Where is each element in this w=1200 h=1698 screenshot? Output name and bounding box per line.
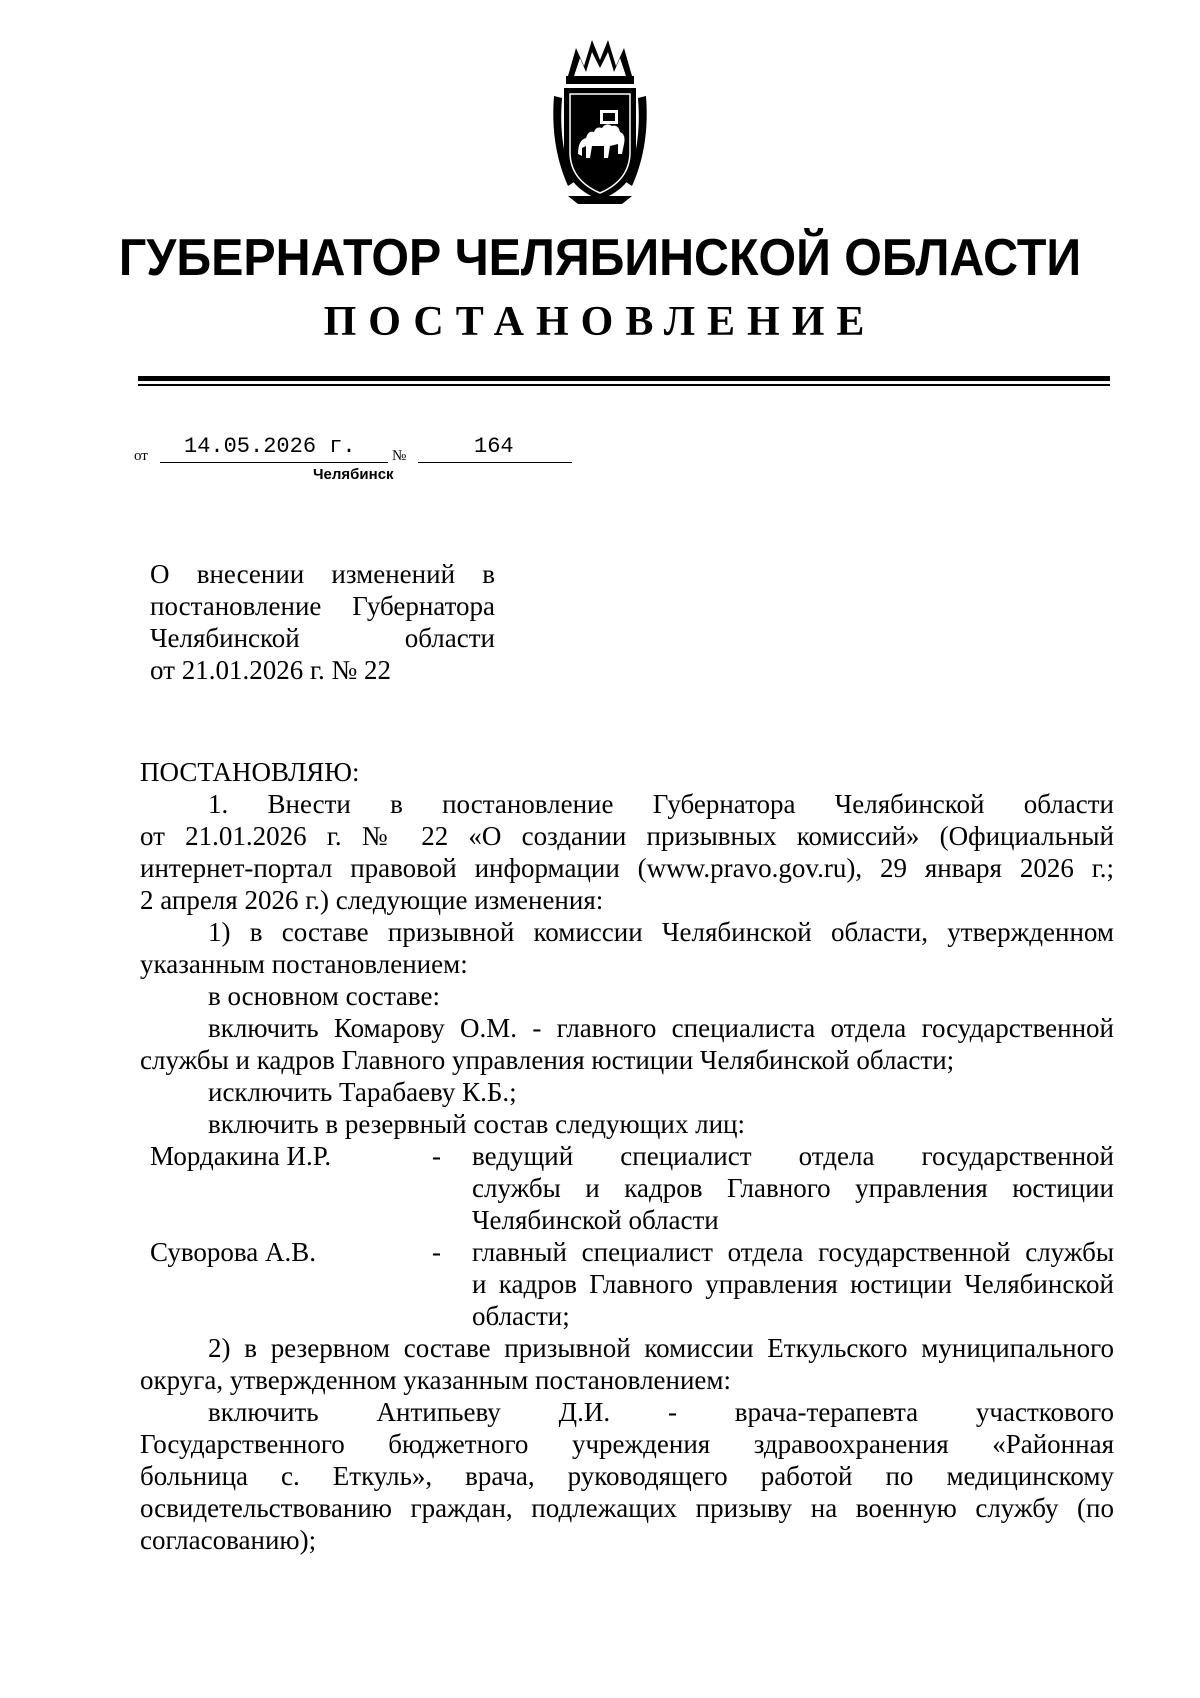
member-dash: - [432, 1141, 441, 1171]
paragraph-line: больница с. Еткуль», врача, руководящего работой по медицинскому [140, 1461, 1114, 1491]
paragraph-line: 1) в составе призывной комиссии Челябинской области, утвержденном [208, 917, 1114, 947]
resolve-heading: ПОСТАНОВЛЯЮ: [140, 757, 360, 787]
member-row [140, 1236, 1114, 1332]
document-type: ПОСТАНОВЛЕНИЕ [323, 299, 877, 345]
subject-line: от 21.01.2026 г. № 22 [150, 655, 391, 685]
document-number: 164 [474, 434, 514, 459]
description-line: области; [472, 1301, 570, 1331]
description-line: службы и кадров Главного управления юстиции [472, 1173, 1114, 1203]
paragraph-line: Государственного бюджетного учреждения здравоохранения «Районная [140, 1429, 1114, 1459]
document-subject [150, 558, 495, 686]
member-description [472, 1140, 1114, 1236]
paragraph-line: освидетельствованию граждан, подлежащих призыву на военную службу (по [140, 1493, 1114, 1523]
paragraph-line: включить Комарову О.М. - главного специалиста отдела государственной [208, 1013, 1114, 1043]
description-line: Челябинской области [472, 1205, 719, 1235]
city-name: Челябинск [313, 466, 394, 483]
paragraph-line: интернет-портал правовой информации (www.pravo.gov.ru), 29 января 2026 г.; [140, 853, 1114, 883]
member-row [140, 1140, 1114, 1236]
subject-line: постановление Губернатора [150, 591, 495, 621]
description-line: ведущий специалист отдела государственной [472, 1141, 1114, 1171]
paragraph-line: службы и кадров Главного управления юстиции Челябинской области; [140, 1045, 955, 1075]
subject-line: О внесении изменений в [150, 559, 495, 589]
member-dash: - [432, 1237, 441, 1267]
subject-line: Челябинской области [150, 623, 495, 653]
paragraph-line: в основном составе: [208, 981, 440, 1011]
description-line: и кадров Главного управления юстиции Челябинской [472, 1269, 1114, 1299]
paragraph-line: 2 апреля 2026 г.) следующие изменения: [140, 885, 604, 915]
member-list [140, 1140, 1114, 1332]
member-name: Суворова А.В. [150, 1237, 317, 1267]
description-line: главный специалист отдела государственной службы [472, 1237, 1114, 1267]
paragraph-line: округа, утвержденном указанным постановлением: [140, 1365, 731, 1395]
date-label: от [134, 448, 148, 464]
document-date: 14.05.2026 г. [184, 434, 356, 459]
document-body [140, 756, 1114, 1556]
header-divider-thin [138, 384, 1110, 386]
member-name: Мордакина И.Р. [150, 1141, 332, 1171]
member-description [472, 1236, 1114, 1332]
number-underline [418, 462, 572, 463]
paragraph-line: согласованию); [140, 1525, 317, 1555]
date-underline [160, 462, 388, 463]
number-label: № [392, 448, 407, 464]
coat-of-arms-emblem [548, 36, 652, 206]
paragraph-line: указанным постановлением: [140, 949, 468, 979]
paragraph-line: 2) в резервном составе призывной комиссии Еткульского муниципального [208, 1333, 1114, 1363]
paragraph-line: исключить Тарабаеву К.Б.; [208, 1077, 517, 1107]
header-divider-thick [138, 376, 1110, 381]
paragraph-line: от 21.01.2026 г. № 22 «О создании призывных комиссий» (Официальный [140, 821, 1114, 851]
paragraph-line: включить Антипьеву Д.И. - врача-терапевта участкового [208, 1397, 1114, 1427]
paragraph-line: 1. Внести в постановление Губернатора Челябинской области [208, 789, 1114, 819]
paragraph-line: включить в резервный состав следующих лиц: [208, 1109, 745, 1139]
governor-title: ГУБЕРНАТОР ЧЕЛЯБИНСКОЙ ОБЛАСТИ [118, 229, 1082, 287]
